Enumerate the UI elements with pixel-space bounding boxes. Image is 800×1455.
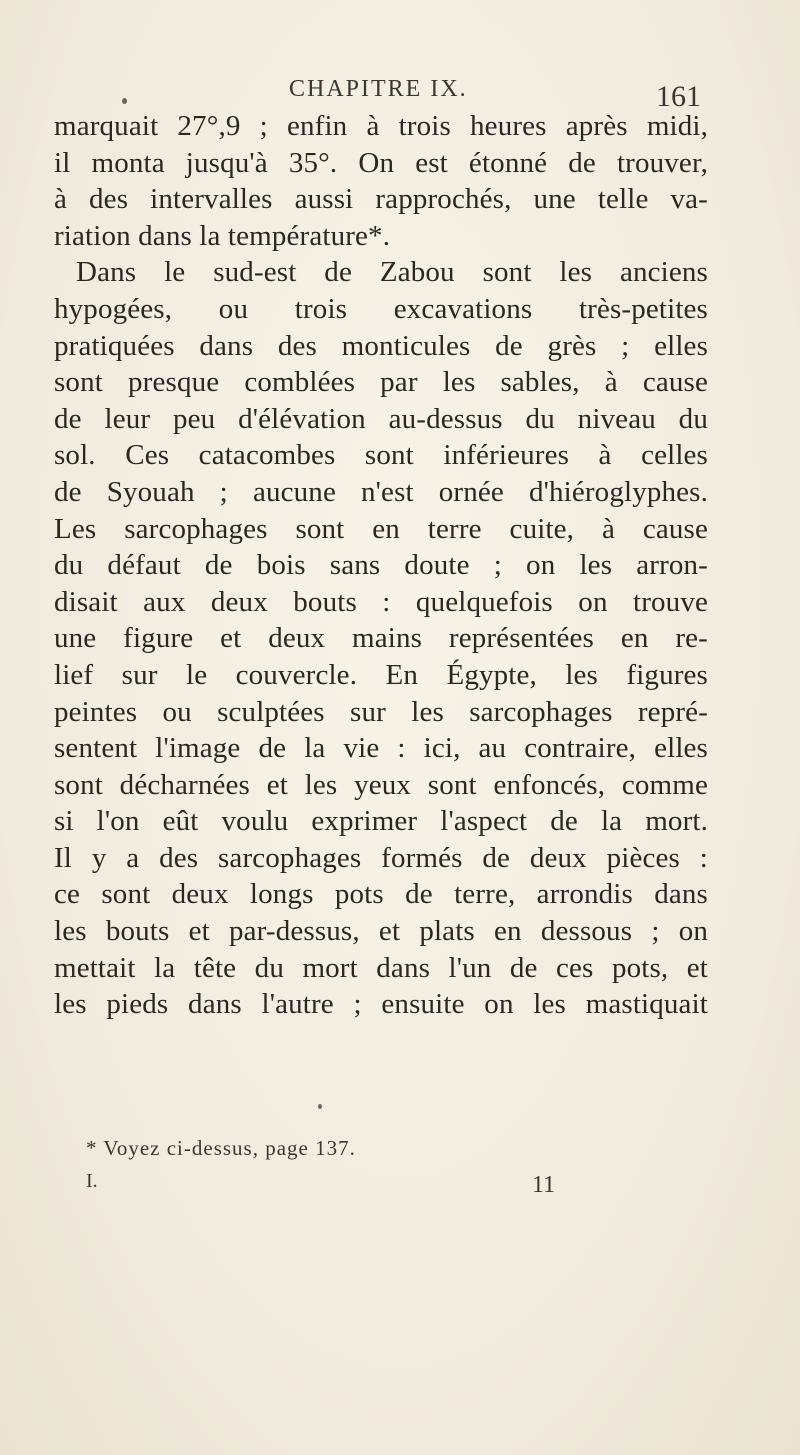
page-number: 161 xyxy=(656,80,701,113)
text-line: Dans le sud-est de Zabou sont les anciens xyxy=(76,256,708,289)
text-line: peintes ou sculptées sur les sarcophages repré- xyxy=(54,695,708,728)
text-line: les pieds dans l'autre ; ensuite on les mastiquait xyxy=(54,988,708,1021)
text-line: pratiquées dans des monticules de grès ; elles xyxy=(54,329,708,362)
chapter-title: CHAPITRE IX. xyxy=(289,76,468,102)
text-line: hypogées, ou trois excavations très-petites xyxy=(54,292,708,325)
text-line: marquait 27°,9 ; enfin à trois heures après midi, xyxy=(54,110,708,142)
text-line: les bouts et par-dessus, et plats en dessous ; on xyxy=(54,915,708,948)
text-line: à des intervalles aussi rapprochés, une telle va- xyxy=(54,183,708,216)
text-line: lief sur le couvercle. En Égypte, les figures xyxy=(54,658,708,691)
text-line: sentent l'image de la vie : ici, au contraire, elles xyxy=(54,732,708,765)
text-line: de Syouah ; aucune n'est ornée d'hiéroglyphes. xyxy=(54,475,708,508)
text-line: Les sarcophages sont en terre cuite, à cause xyxy=(54,512,708,545)
sheet-number: 11 xyxy=(532,1172,556,1198)
text-line: une figure et deux mains représentées en re- xyxy=(54,622,708,655)
ink-speck xyxy=(122,98,127,104)
footnote: * Voyez ci-dessus, page 137. xyxy=(86,1136,356,1160)
text-line: Il y a des sarcophages formés de deux pièces : xyxy=(54,841,708,874)
running-head xyxy=(0,76,800,113)
ink-speck xyxy=(318,1104,322,1109)
text-line: sont décharnées et les yeux sont enfoncés, comme xyxy=(54,768,708,801)
text-line: de leur peu d'élévation au-dessus du niveau du xyxy=(54,402,708,435)
text-line: il monta jusqu'à 35°. On est étonné de trouver, xyxy=(54,146,708,179)
body-text xyxy=(54,108,708,1023)
text-line: riation dans la température*. xyxy=(54,219,391,252)
text-line: si l'on eût voulu exprimer l'aspect de la mort. xyxy=(54,805,708,838)
text-line: sol. Ces catacombes sont inférieures à celles xyxy=(54,439,708,472)
text-line: disait aux deux bouts : quelquefois on trouve xyxy=(54,585,708,618)
text-line: ce sont deux longs pots de terre, arrondis dans xyxy=(54,878,708,911)
text-line: mettait la tête du mort dans l'un de ces pots, et xyxy=(54,951,708,984)
text-line: sont presque comblées par les sables, à cause xyxy=(54,366,708,399)
signature-mark: I. xyxy=(86,1170,98,1192)
text-line: du défaut de bois sans doute ; on les arron- xyxy=(54,549,708,582)
